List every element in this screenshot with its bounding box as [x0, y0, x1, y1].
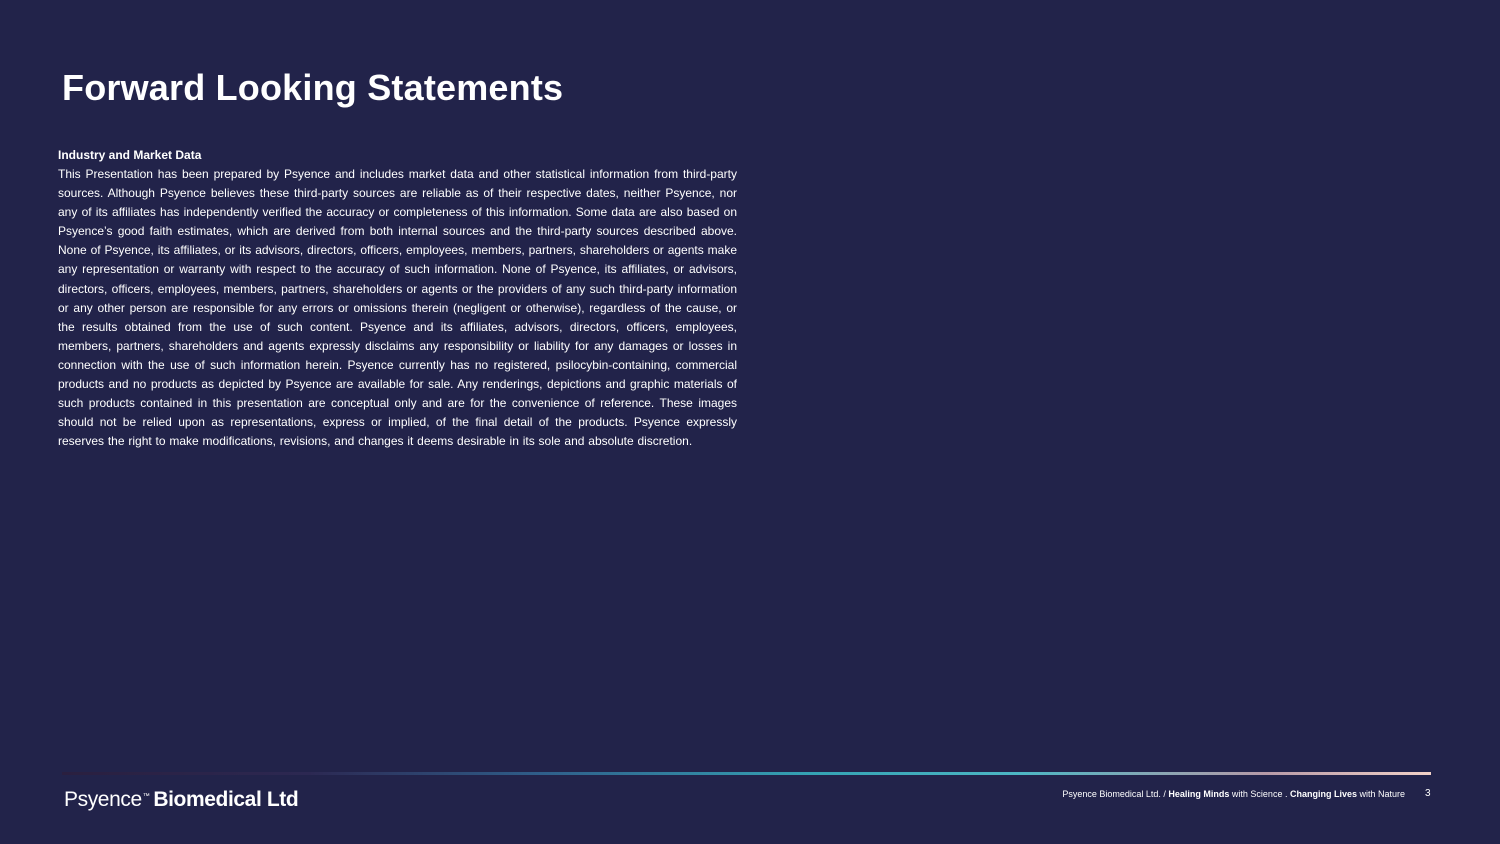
section-paragraph: This Presentation has been prepared by Psyence and includes market data and other statistical information from third-party sources. Although Psyence believes these third-party sources are reliable as of their respective dates, neither Psyence, nor any of its affiliates has independently verified the accuracy or completeness of this information. Some data are also based on Psyence’s good faith estimates, which are derived from both internal sources and the third-party sources described above. None of Psyence, its affiliates, or its advisors, directors, officers, employees, members, partners, shareholders or agents make any representation or warranty with respect to the accuracy of such information. None of Psyence, its affiliates, or advisors, directors, officers, employees, members, partners, shareholders or agents or the providers of any such third-party information or any other person are responsible for any errors or omissions therein (negligent or otherwise), regardless of the cause, or the results obtained from the use of such content. Psyence and its affiliates, advisors, directors, officers, employees, members, partners, shareholders and agents expressly disclaims any responsibility or liability for any damages or losses in connection with the use of such information herein. Psyence currently has no registered, psilocybin-containing, commercial products and no products as depicted by Psyence are available for sale. Any renderings, depictions and graphic materials of such products contained in this presentation are conceptual only and are for the convenience of reference. These images should not be relied upon as representations, express or implied, of the final detail of the products. Psyence expressly reserves the right to make modifications, revisions, and changes it deems desirable in its sole and absolute discretion.	[58, 167, 737, 449]
section-heading: Industry and Market Data	[58, 148, 202, 162]
industry-market-data-section	[58, 146, 737, 451]
slide-title: Forward Looking Statements	[62, 67, 564, 108]
footer-phrase2-bold: Changing Lives	[1289, 789, 1357, 799]
footer-phrase2-rest: with Nature	[1356, 789, 1405, 799]
footer-divider	[62, 772, 1431, 775]
footer-phrase1-bold: Healing Minds	[1168, 789, 1230, 799]
footer-company: Psyence Biomedical Ltd. /	[1062, 789, 1169, 799]
footer-phrase1-rest: with Science .	[1229, 789, 1290, 799]
logo-word-biomedical: Biomedical Ltd	[153, 788, 299, 811]
footer-tagline	[1062, 788, 1405, 800]
company-logo	[64, 783, 298, 814]
logo-word-psyence: Psyence	[64, 788, 142, 811]
logo-trademark: ™	[142, 793, 150, 800]
page-number: 3	[1425, 788, 1431, 799]
